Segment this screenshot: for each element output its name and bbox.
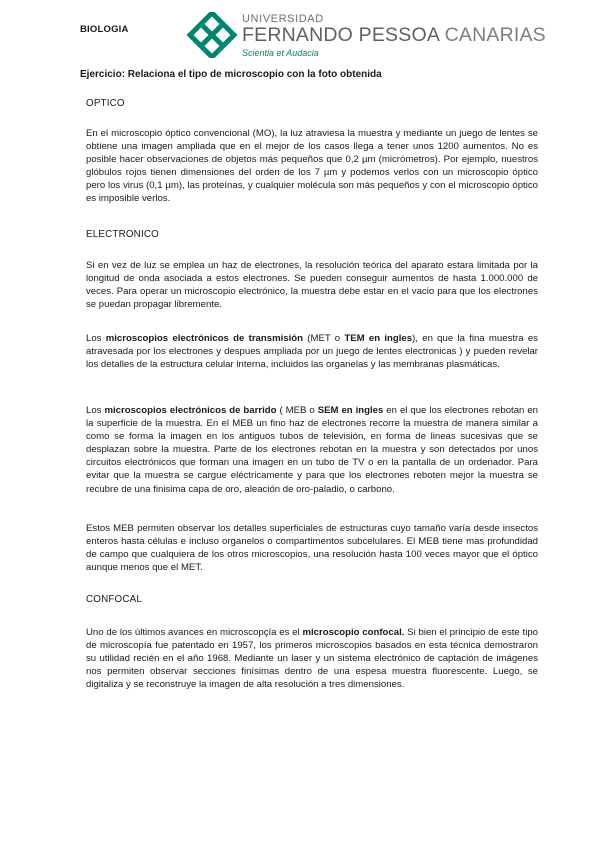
paragraph-confocal	[86, 626, 538, 691]
confocal-text-b: Si bien el principio de este tipo de microscopía fue patentado en 1957, los primeros microscopios basados en esta técnica demostraron su utilidad recién en el año 1968. Mediante un laser y un sistema electrónico de captación de imágenes nos permiten observar secciones finísimas dentro de una espesa muestra fluorescente. Luego, se digitaliza y se reconstruye la imagen de alta resolución a tres dimensiones.	[86, 627, 538, 691]
university-line1: UNIVERSIDAD	[242, 13, 324, 25]
heading-optico: OPTICO	[86, 98, 125, 109]
university-line2a: FERNANDO PESSOA	[242, 24, 439, 46]
heading-electronico: ELECTRONICO	[86, 229, 159, 240]
diamond-lattice-logo-icon	[186, 12, 238, 58]
sem-text-a: Los	[86, 405, 105, 416]
sem-text-b: ( MEB o	[276, 405, 318, 416]
university-name	[242, 24, 546, 47]
paragraph-sem	[86, 404, 538, 496]
sem-bold-abbrev: SEM en ingles	[317, 405, 384, 416]
paragraph-optico: En el microscopio óptico convencional (MO), la luz atraviesa la muestra y mediante un juego de lentes se obtiene una imagen ampliada que en el mejor de los casos llega a tener unos 1200 aumentos. No es posible hacer observaciones de objetos más pequeños que 0,2 µm (micrómetros). Por ejemplo, nuestros glóbulos rojos tienen dimensiones del orden de los 7 µm y podemos verlos con un microscopio óptico pero los virus (0,1 µm), las proteínas, y cualquier molécula son más pequeños y con el microscopio óptico es imposible verlos.	[86, 128, 538, 205]
confocal-bold-term: microscopio confocal.	[302, 627, 405, 638]
tem-bold-abbrev: TEM en ingles	[344, 333, 413, 344]
university-line2b: CANARIAS	[444, 24, 546, 46]
paragraph-tem	[86, 332, 538, 371]
tem-text-a: Los	[86, 333, 106, 344]
university-logo	[186, 12, 546, 60]
subject-label: BIOLOGIA	[80, 24, 129, 35]
tem-text-b: (MET o	[303, 333, 345, 344]
university-motto: Scientia et Audacia	[242, 48, 319, 58]
sem-bold-term: microscopios electrónicos de barrido	[104, 405, 277, 416]
heading-confocal: CONFOCAL	[86, 594, 143, 605]
sem-text-c: en el que los electrones rebotan en la superficie de la muestra. En el MEB un fino haz de electrones recorre la muestra de manera similar a como se forma la imagen en los antiguos tubos de televisión, en forma de lineas sucesivas que se desplazan sobre la muestra. Parte de los electrones rebotan en la muestra y son detectados por unos circuitos electrónicos que forman una imagen en un tubo de TV o en la pantalla de un ordenador. Para evitar que la muestra se cargue eléctricamente y para que los electrones reboten mejor la muestra se recubre de una finisima capa de oro, aleación de oro-paladio, o carbono.	[86, 405, 539, 495]
paragraph-electronico-intro: Si en vez de luz se emplea un haz de electrones, la resolución teórica del aparato estara limitada por la longitud de onda asociada a estos electrones. Se pueden conseguir aumentos de hasta 1.000.000 de veces. Para operar un microscopio electrónico, la muestra debe estar en el vacio para que los electrones se puedan propagar libremente.	[86, 260, 538, 311]
tem-text-c: ), en que la fina muestra es atravesada por los electrones y despues ampliada por un juego de lentes electronicas ) y pueden revelar los detalles de la estructura celular interna, incluidos las organelas y las membranas plasmáticas.	[86, 333, 538, 371]
confocal-text-a: Uno de los últimos avances en microscopçía es el	[86, 627, 303, 638]
exercise-title: Ejercicio: Relaciona el tipo de microscopio con la foto obtenida	[80, 69, 382, 80]
paragraph-meb-details: Estos MEB permiten observar los detalles superficiales de estructuras cuyo tamaño varía desde insectos enteros hasta células e incluso organelos o compartimentos subcelulares. El MEB tiene mas profundidad de campo que cualquiera de los otros microscopios, una resolución hasta 100 veces mayor que el óptico aunque menos que el MET.	[86, 523, 538, 574]
tem-bold-term: microscopios electrónicos de transmisión	[105, 333, 303, 344]
